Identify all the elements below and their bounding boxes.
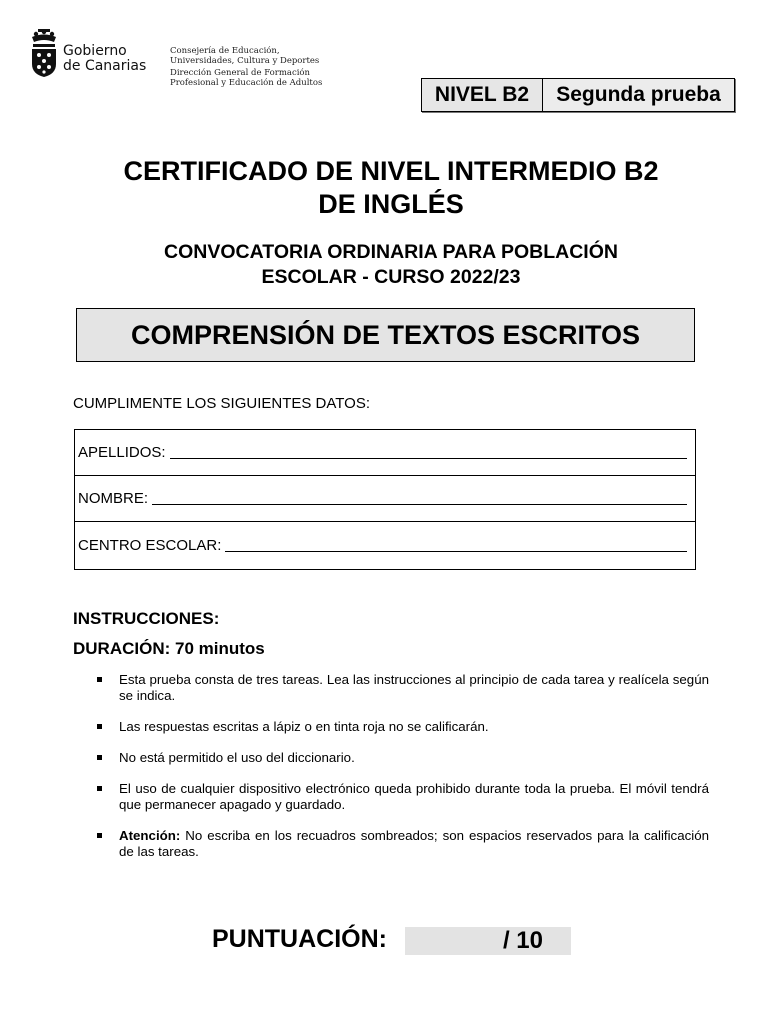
name-line[interactable] (152, 504, 687, 505)
bullet-icon (97, 677, 102, 682)
department-name: Consejería de Educación, Universidades, Cultura y Deportes Dirección General de Formación Profesional y Educación de Adultos (170, 46, 323, 88)
bullet-icon (97, 786, 102, 791)
school-label: CENTRO ESCOLAR: (78, 537, 222, 554)
coat-of-arms-logo (30, 28, 58, 78)
instructions-heading: INSTRUCCIONES: (73, 609, 220, 628)
score-box: / 10 (405, 927, 571, 955)
test-label: Segunda prueba (543, 79, 734, 111)
school-line[interactable] (225, 551, 687, 552)
section-title: COMPRENSIÓN DE TEXTOS ESCRITOS (76, 308, 695, 362)
instruction-item: El uso de cualquier dispositivo electrónico queda prohibido durante toda la prueba. El móvil tendrá que permanecer apagado y guardado. (96, 781, 709, 813)
instruction-item: Esta prueba consta de tres tareas. Lea las instrucciones al principio de cada tarea y realícela según se indica. (96, 672, 709, 704)
surname-line[interactable] (170, 458, 687, 459)
gobierno-logo-text: Gobierno de Canarias (63, 43, 147, 74)
name-label: NOMBRE: (78, 490, 149, 507)
page-subtitle: CONVOCATORIA ORDINARIA PARA POBLACIÓN ESCOLAR - CURSO 2022/23 (164, 241, 618, 288)
level-box (421, 78, 735, 112)
level-label: NIVEL B2 (422, 79, 543, 111)
instruction-item: Las respuestas escritas a lápiz o en tinta roja no se calificarán. (96, 719, 709, 735)
form-prompt: CUMPLIMENTE LOS SIGUIENTES DATOS: (73, 395, 370, 412)
school-field[interactable] (75, 522, 695, 569)
duration: DURACIÓN: 70 minutos (73, 639, 265, 658)
bullet-icon (97, 755, 102, 760)
name-field[interactable] (75, 476, 695, 522)
instructions-list (96, 672, 709, 860)
bullet-icon (97, 724, 102, 729)
bullet-icon (97, 833, 102, 838)
page-title: CERTIFICADO DE NIVEL INTERMEDIO B2 DE INGLÉS (123, 156, 659, 219)
instruction-item: No está permitido el uso del diccionario. (96, 750, 709, 766)
instruction-item: Atención: No escriba en los recuadros sombreados; son espacios reservados para la calificación de las tareas. (96, 828, 709, 860)
score-label: PUNTUACIÓN: (212, 925, 387, 953)
surname-field[interactable] (75, 430, 695, 476)
surname-label: APELLIDOS: (78, 444, 166, 461)
student-data-form (74, 429, 696, 570)
